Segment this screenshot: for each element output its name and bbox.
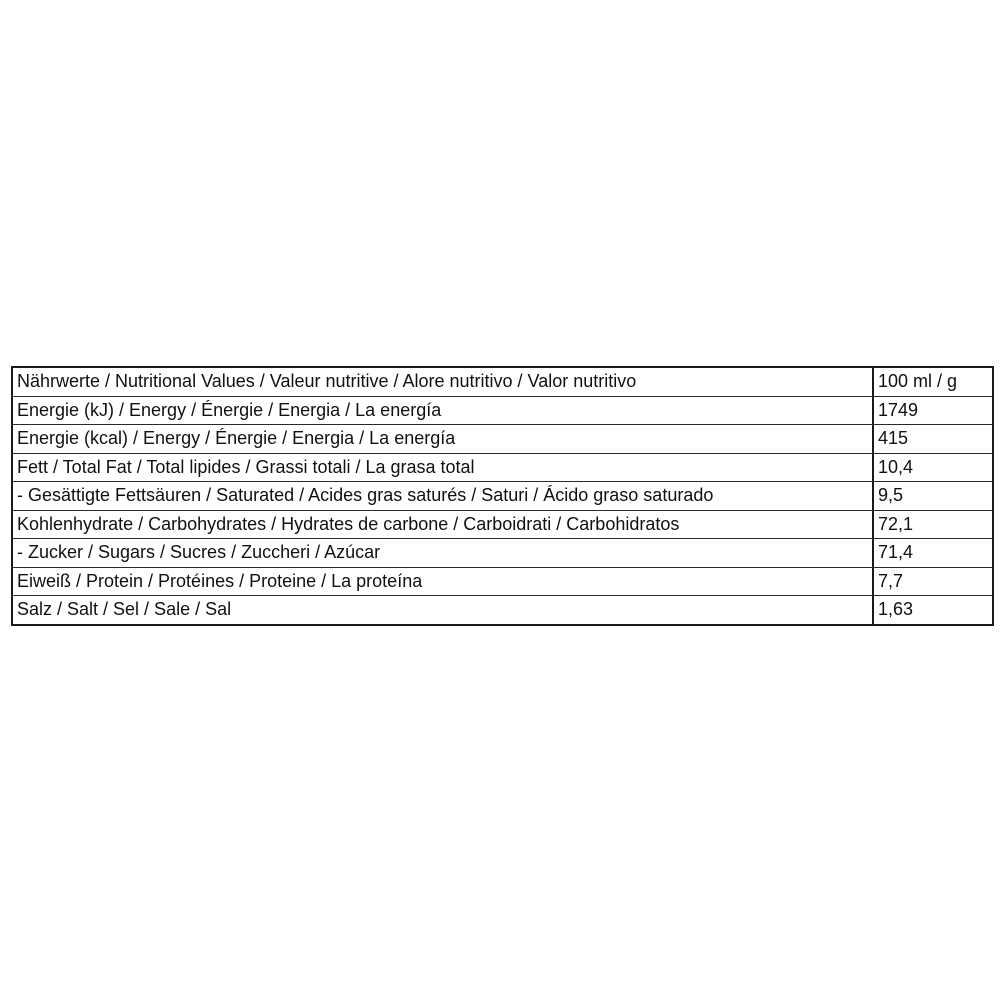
saturated-value: 9,5: [873, 482, 993, 511]
header-label-cell: Nährwerte / Nutritional Values / Valeur nutritive / Alore nutritivo / Valor nutritivo: [12, 367, 873, 396]
nutrition-table-body: [12, 367, 993, 625]
salt-value: 1,63: [873, 596, 993, 625]
header-unit-cell: 100 ml / g: [873, 367, 993, 396]
energy-kj-label: Energie (kJ) / Energy / Énergie / Energia / La energía: [12, 396, 873, 425]
table-row-header: [12, 367, 993, 396]
protein-label: Eiweiß / Protein / Protéines / Proteine / La proteína: [12, 567, 873, 596]
nutrition-table: [11, 366, 994, 626]
table-row-energy-kj: [12, 396, 993, 425]
saturated-label: - Gesättigte Fettsäuren / Saturated / Acides gras saturés / Saturi / Ácido graso saturado: [12, 482, 873, 511]
fat-value: 10,4: [873, 453, 993, 482]
fat-label: Fett / Total Fat / Total lipides / Grassi totali / La grasa total: [12, 453, 873, 482]
carbohydrates-value: 72,1: [873, 510, 993, 539]
table-row-protein: [12, 567, 993, 596]
table-row-salt: [12, 596, 993, 625]
carbohydrates-label: Kohlenhydrate / Carbohydrates / Hydrates de carbone / Carboidrati / Carbohidratos: [12, 510, 873, 539]
table-row-sugars: [12, 539, 993, 568]
table-row-saturated: [12, 482, 993, 511]
energy-kcal-value: 415: [873, 425, 993, 454]
salt-label: Salz / Salt / Sel / Sale / Sal: [12, 596, 873, 625]
sugars-value: 71,4: [873, 539, 993, 568]
table-row-carbohydrates: [12, 510, 993, 539]
sugars-label: - Zucker / Sugars / Sucres / Zuccheri / Azúcar: [12, 539, 873, 568]
table-row-energy-kcal: [12, 425, 993, 454]
protein-value: 7,7: [873, 567, 993, 596]
energy-kcal-label: Energie (kcal) / Energy / Énergie / Energia / La energía: [12, 425, 873, 454]
energy-kj-value: 1749: [873, 396, 993, 425]
table-row-fat: [12, 453, 993, 482]
